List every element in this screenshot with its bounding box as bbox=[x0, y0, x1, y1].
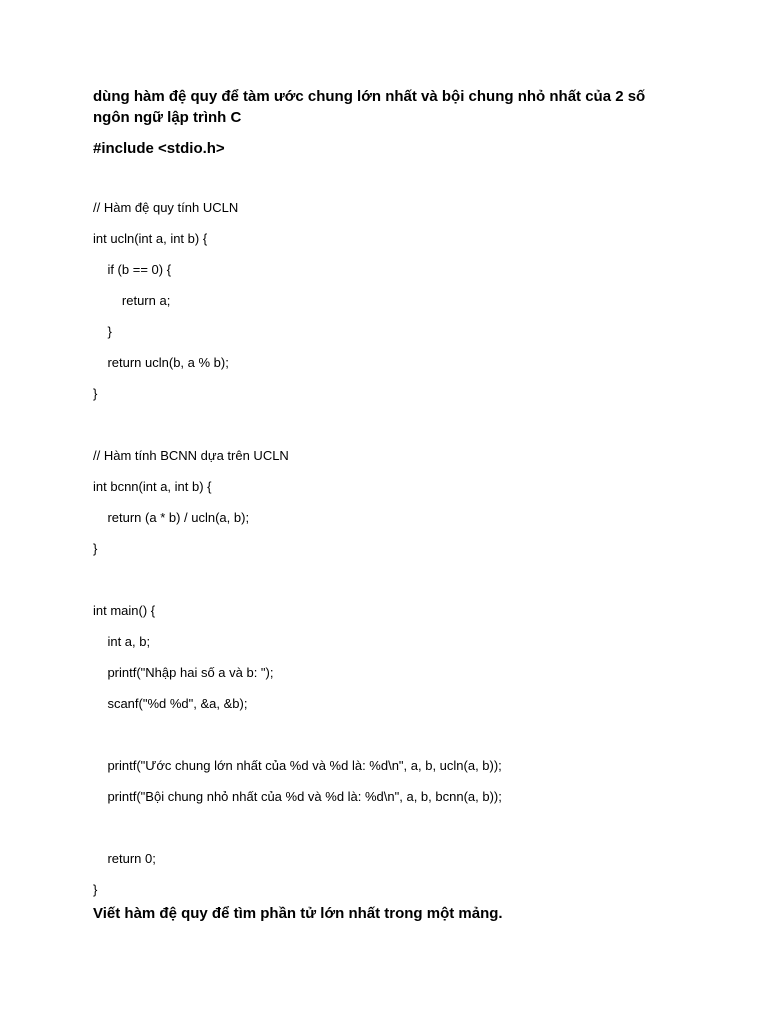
code-line: return a; bbox=[93, 293, 171, 308]
code-comment: // Hàm đệ quy tính UCLN bbox=[93, 200, 239, 215]
code-line: return (a * b) / ucln(a, b); bbox=[93, 510, 250, 525]
code-block bbox=[93, 198, 693, 904]
blank-line bbox=[93, 415, 693, 446]
document-content bbox=[93, 86, 693, 924]
document-title: dùng hàm đệ quy để tàm ước chung lớn nhất và bội chung nhỏ nhất của 2 số ngôn ngữ lập trình C bbox=[93, 88, 646, 126]
code-line: } bbox=[93, 541, 98, 556]
code-line: } bbox=[93, 324, 112, 339]
next-section-heading: Viết hàm đệ quy để tìm phần tử lớn nhất trong một mảng. bbox=[93, 905, 503, 922]
code-line: printf("Ước chung lớn nhất của %d và %d là: %d\n", a, b, ucln(a, b)); bbox=[93, 758, 502, 773]
code-line: int bcnn(int a, int b) { bbox=[93, 479, 212, 494]
blank-line bbox=[93, 570, 693, 601]
code-line: int ucln(int a, int b) { bbox=[93, 231, 208, 246]
blank-line bbox=[93, 725, 693, 756]
code-line: scanf("%d %d", &a, &b); bbox=[93, 696, 248, 711]
code-comment: // Hàm tính BCNN dựa trên UCLN bbox=[93, 448, 289, 463]
code-line: return 0; bbox=[93, 851, 156, 866]
code-line: printf("Bội chung nhỏ nhất của %d và %d là: %d\n", a, b, bcnn(a, b)); bbox=[93, 789, 502, 804]
include-line: #include <stdio.h> bbox=[93, 140, 225, 157]
code-line: int a, b; bbox=[93, 634, 151, 649]
code-line: int main() { bbox=[93, 603, 156, 618]
code-line: if (b == 0) { bbox=[93, 262, 172, 277]
code-line: } bbox=[93, 386, 98, 401]
code-line: } bbox=[93, 882, 98, 897]
blank-line bbox=[93, 818, 693, 849]
code-line: printf("Nhập hai số a và b: "); bbox=[93, 665, 274, 680]
code-line: return ucln(b, a % b); bbox=[93, 355, 229, 370]
